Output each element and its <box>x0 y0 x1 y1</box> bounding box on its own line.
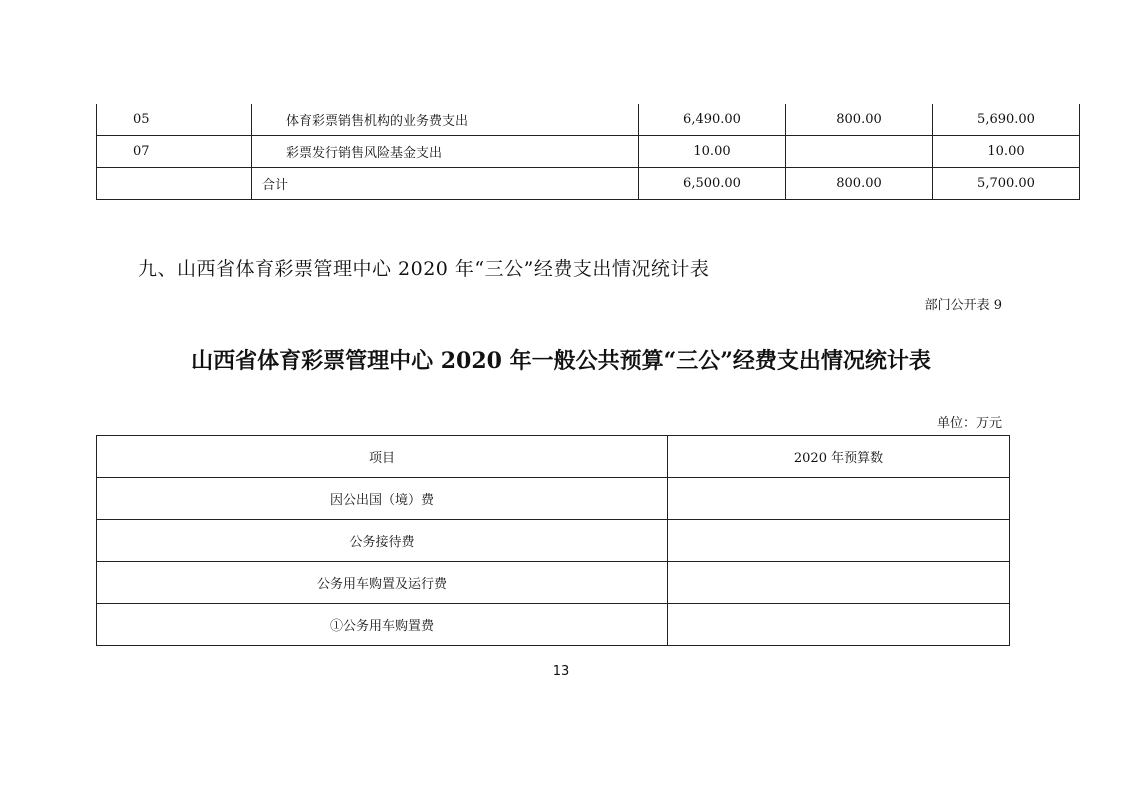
row-value <box>668 478 1010 520</box>
table-number-label: 部门公开表 9 <box>924 298 1002 313</box>
row-basic: 800.00 <box>786 104 933 136</box>
header-budget: 2020 年预算数 <box>668 436 1010 478</box>
row-item: 公务接待费 <box>97 520 668 562</box>
total-row-total: 6,500.00 <box>639 168 786 200</box>
three-public-expenses-table <box>96 435 1010 646</box>
row-name: 体育彩票销售机构的业务费支出 <box>252 104 639 136</box>
row-name: 彩票发行销售风险基金支出 <box>252 136 639 168</box>
unit-label: 单位：万元 <box>936 416 1002 431</box>
table-row <box>97 604 1010 646</box>
row-code: 05 <box>97 104 252 136</box>
table-row <box>97 104 1080 136</box>
row-basic <box>786 136 933 168</box>
row-code: 07 <box>97 136 252 168</box>
page-title: 山西省体育彩票管理中心 2020 年一般公共预算“三公”经费支出情况统计表 <box>191 348 931 374</box>
row-item: ①公务用车购置费 <box>97 604 668 646</box>
row-value <box>668 562 1010 604</box>
row-value <box>668 520 1010 562</box>
table-row <box>97 562 1010 604</box>
table-row <box>97 136 1080 168</box>
row-value <box>668 604 1010 646</box>
total-row-code <box>97 168 252 200</box>
total-row-project: 5,700.00 <box>933 168 1080 200</box>
section-heading: 九、山西省体育彩票管理中心 2020 年“三公”经费支出情况统计表 <box>138 258 710 280</box>
table-row <box>97 520 1010 562</box>
row-project: 10.00 <box>933 136 1080 168</box>
row-item: 因公出国（境）费 <box>97 478 668 520</box>
expenditure-continuation-table <box>96 104 1080 200</box>
row-total: 6,490.00 <box>639 104 786 136</box>
table-row <box>97 478 1010 520</box>
row-item: 公务用车购置及运行费 <box>97 562 668 604</box>
total-row-label: 合计 <box>252 168 639 200</box>
table-header-row <box>97 436 1010 478</box>
row-project: 5,690.00 <box>933 104 1080 136</box>
total-row-basic: 800.00 <box>786 168 933 200</box>
total-row <box>97 168 1080 200</box>
page-number: 13 <box>552 664 570 679</box>
header-item: 项目 <box>97 436 668 478</box>
row-total: 10.00 <box>639 136 786 168</box>
